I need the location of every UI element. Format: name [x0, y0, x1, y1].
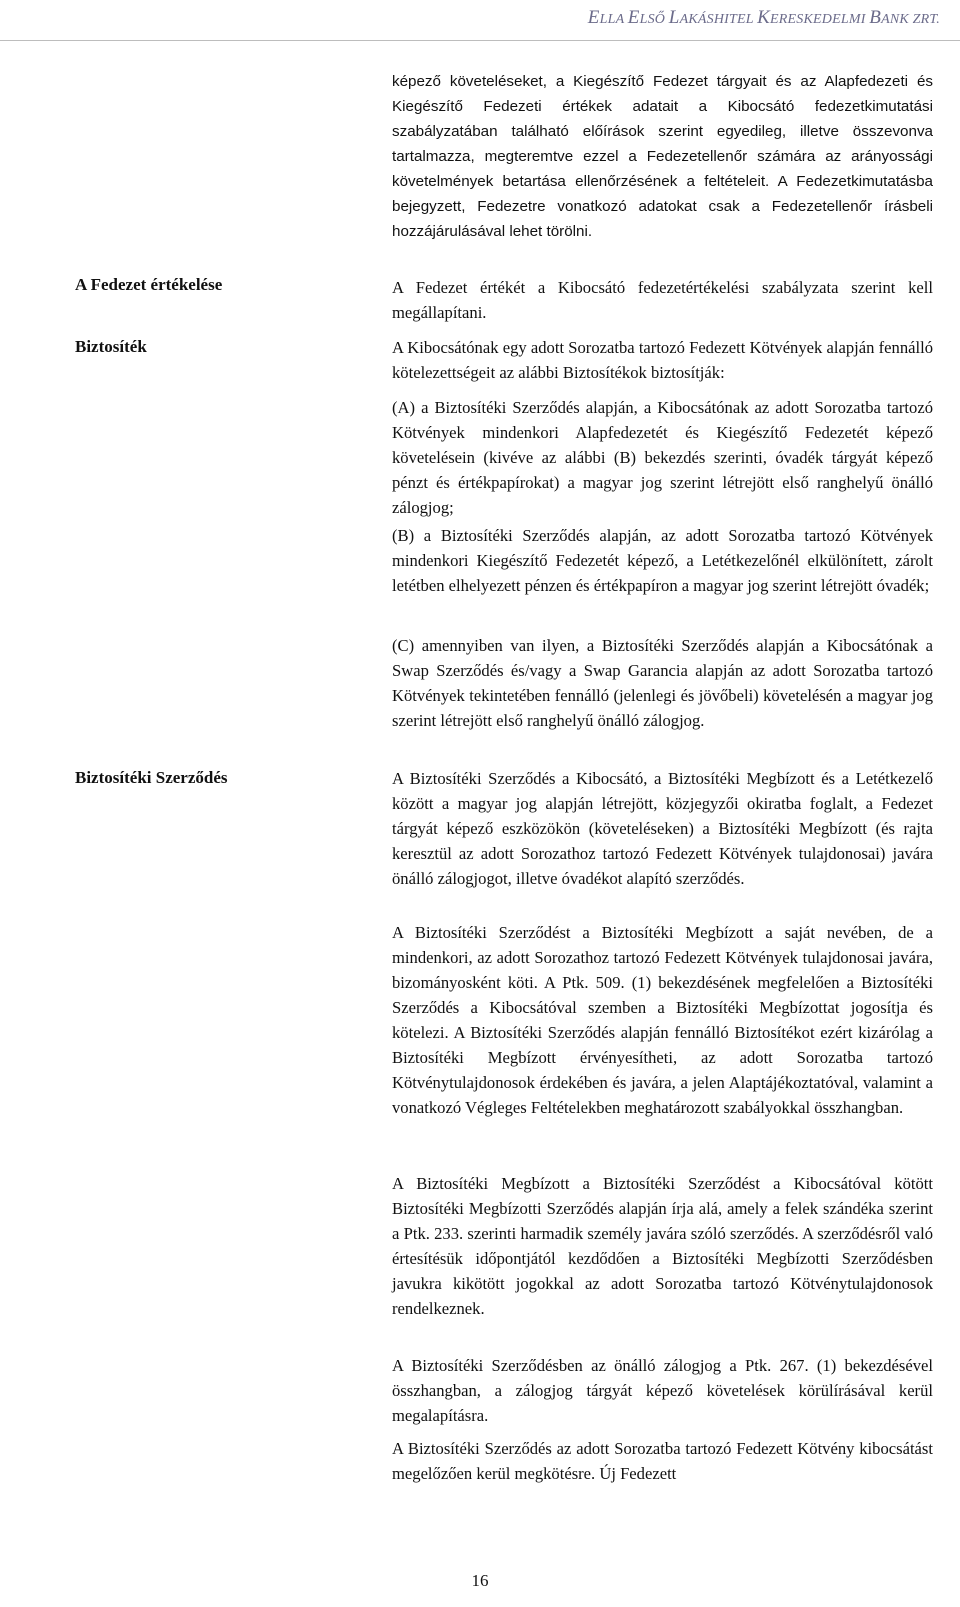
- paragraph-szerzodes-bizomany: A Biztosítéki Szerződést a Biztosítéki Megbízott a saját nevében, de a mindenkori, az adott Sorozathoz tartozó Fedezett Kötvények tulajdonosai javára, bizományosként köti. A Ptk. 509. (1) bekezdésének megfelelően a Biztosítéki Szerződés a Kibocsátóval szemben a Biztosítéki Megbízottat jogosítja és kötelezi. A Biztosítéki Szerződés alapján fennálló Biztosítékot ezért kizárólag a Biztosítéki Megbízott érvényesítheti, az adott Sorozatba tartozó Kötvénytulajdonosok érdekében és javára, a jelen Alaptájékoztatóval, valamint a vonatkozó Végleges Feltételekben meghatározott szabályokkal összhangban.: [392, 923, 933, 1117]
- header-title-part: AKÁSHITEL: [679, 12, 758, 27]
- page-number: 16: [471, 1571, 489, 1590]
- section-label-fedezet-ertekelese: A Fedezet értékelése: [75, 275, 223, 294]
- paragraph-megbizotti-szerzodes: A Biztosítéki Megbízott a Biztosítéki Szerződést a Kibocsátóval kötött Biztosítéki Megbízotti Szerződés alapján írja alá, amely a felek szándéka szerint a Ptk. 233. szerinti harmadik személy javára szóló szerződés. A szerződésről való értesítésük időpontjától kezdődően a Biztosítéki Megbízotti Szerződésben javukra kikötött jogokkal az adott Sorozatba tartozó Kötvénytulajdonosok rendelkeznek.: [392, 1174, 933, 1318]
- header-title-part: K: [757, 7, 771, 28]
- paragraph-biztositek-b: (B) a Biztosítéki Szerződés alapján, az adott Sorozatba tartozó Kötvények mindenkori Kiegészítő Fedezetét képező, a Letétkezelőnél elkülönített, zárolt letétben elhelyezett pénzen és értékpapíron a magyar jog szerint létrejött óvadék;: [392, 526, 933, 595]
- paragraph-biztositek-a: (A) a Biztosítéki Szerződés alapján, a Kibocsátónak az adott Sorozatba tartozó Kötvények mindenkori Alapfedezetét és Kiegészítő Fedezetét képező követelésein (kivéve az alábbi (B) bekezdés szerinti, óvadék tárgyát képező pénzt és értékpapírokat) a magyar jog szerint létrejött első ranghelyű önálló zálogjog;: [392, 398, 933, 517]
- paragraph-biztositek-intro: A Kibocsátónak egy adott Sorozatba tartozó Fedezett Kötvények alapján fennálló kötelezettségeit az alábbi Biztosítékok biztosítják:: [392, 338, 933, 382]
- header-title-part: ANK ZRT.: [881, 12, 940, 27]
- header-title-part: B: [869, 7, 882, 28]
- header-title-part: E: [627, 7, 640, 28]
- paragraph-biztositek-c: (C) amennyiben van ilyen, a Biztosítéki Szerződés alapján a Kibocsátónak a Swap Szerződés és/vagy a Swap Garancia alapján az adott Sorozatba tartozó Kötvények tekintetében fennálló (jelenlegi és jövőbeli) követelésén a magyar jog szerint létrejött első ranghelyű önálló zálogjog.: [392, 636, 933, 730]
- section-label-biztositek: Biztosíték: [75, 337, 147, 356]
- section-label-biztositeki-szerzodes: Biztosítéki Szerződés: [75, 768, 228, 787]
- header-title: [588, 7, 940, 29]
- page-header: [0, 0, 960, 41]
- paragraph-fedezet-ertekelese: A Fedezet értékét a Kibocsátó fedezetértékelési szabályzata szerint kell megállapítani.: [392, 278, 933, 322]
- paragraph-megkotes: A Biztosítéki Szerződés az adott Sorozatba tartozó Fedezett Kötvény kibocsátást megelőzően kerül megkötésre. Új Fedezett: [392, 1439, 933, 1483]
- header-title-part: LSŐ: [639, 12, 669, 27]
- header-title-part: ERESKEDELMI: [770, 12, 870, 27]
- paragraph-continuation: képező követeléseket, a Kiegészítő Fedezet tárgyait és az Alapfedezeti és Kiegészítő Fedezeti értékek adatait a Kibocsátó fedezetkimutatási szabályzatában található előírások szerint egyedileg, illetve összevonva tartalmazza, megteremtve ezzel a Fedezetellenőr számára az arányossági követelmények betartása ellenőrzésének a feltételeit. A Fedezetkimutatásba bejegyzett, Fedezetre vonatkozó adatokat csak a Fedezetellenőr írásbeli hozzájárulásával lehet törölni.: [392, 73, 933, 240]
- paragraph-onallo-zalogjog: A Biztosítéki Szerződésben az önálló zálogjog a Ptk. 267. (1) bekezdésével összhangban, a zálogjog tárgyát képező követelések körülírásával kerül megalapításra.: [392, 1356, 933, 1425]
- header-title-part: LLA: [599, 12, 628, 27]
- header-title-part: E: [587, 7, 600, 28]
- paragraph-szerzodes-definition: A Biztosítéki Szerződés a Kibocsátó, a Biztosítéki Megbízott és a Letétkezelő között a magyar jog alapján létrejött, közjegyzői okiratba foglalt, a Fedezet tárgyát képező eszközökön (követeléseken) a Biztosítéki Megbízott (és rajta keresztül az adott Sorozathoz tartozó Fedezett Kötvények tulajdonosai) javára önálló zálogjogot, illetve óvadékot alapító szerződés.: [392, 769, 933, 888]
- header-title-part: L: [668, 7, 680, 28]
